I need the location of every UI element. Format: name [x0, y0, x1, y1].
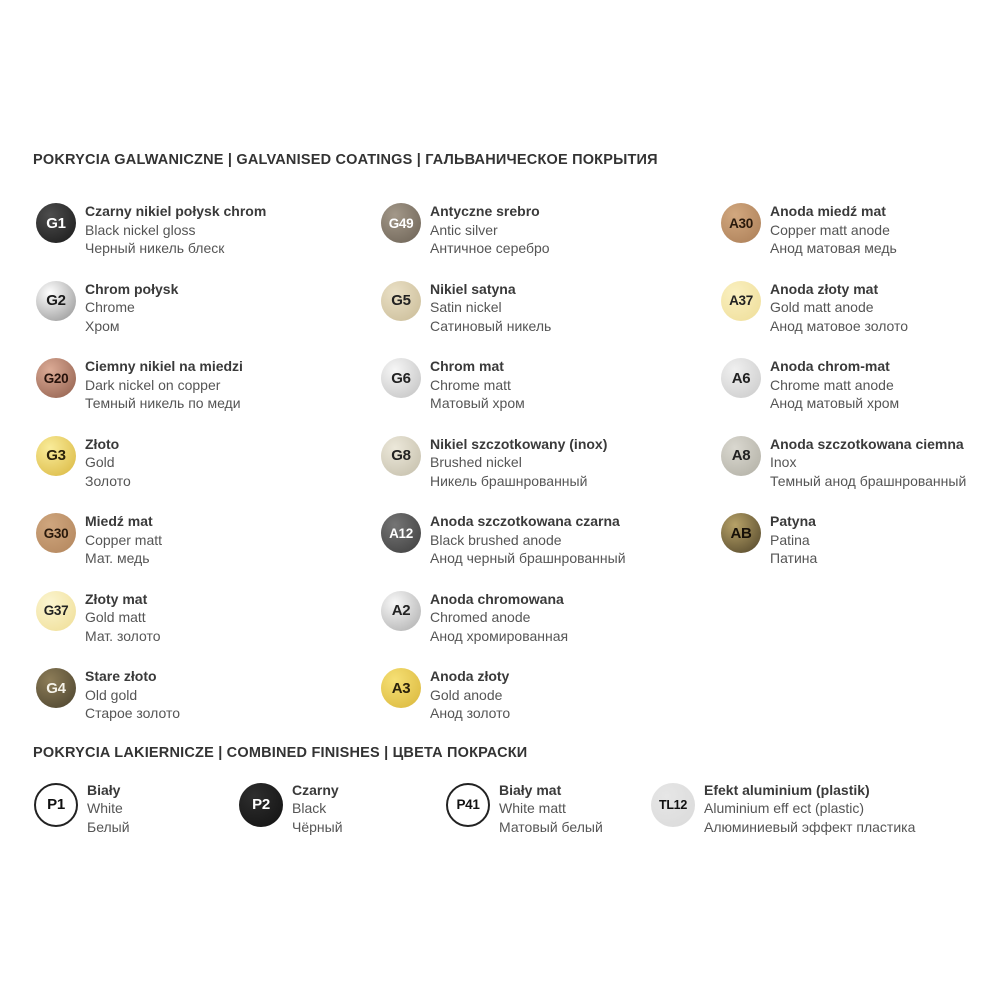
swatch-g8	[381, 436, 421, 476]
lacquered-column-3	[445, 781, 650, 837]
finish-item-ab	[718, 512, 983, 570]
swatch-g30	[36, 513, 76, 553]
finish-name-pl: Chrom mat	[430, 358, 504, 374]
finish-code: G3	[46, 447, 66, 464]
finish-name-ru: Анод матовая медь	[770, 240, 897, 257]
finish-labels	[770, 280, 908, 336]
swatch-p2	[239, 783, 283, 827]
finish-name-pl: Anoda miedź mat	[770, 203, 886, 219]
swatch-g3	[36, 436, 76, 476]
finish-name-pl: Nikiel szczotkowany (inox)	[430, 435, 608, 452]
finish-name-en: Inox	[770, 454, 797, 471]
finish-name-en: Chrome	[85, 299, 135, 316]
finish-item-g6	[378, 357, 718, 415]
finish-name-en: Black nickel gloss	[85, 221, 196, 238]
finish-item-g20	[33, 357, 378, 415]
swatch-a37	[721, 281, 761, 321]
finish-code: TL12	[659, 797, 687, 812]
finish-labels	[430, 512, 626, 568]
finish-code: A30	[729, 215, 753, 231]
finish-item-a6	[718, 357, 983, 415]
finish-name-ru: Темный никель по меди	[85, 395, 241, 412]
finish-code: G49	[388, 215, 414, 231]
finish-labels	[85, 512, 162, 568]
swatch-a3	[381, 668, 421, 708]
swatch-ab	[721, 513, 761, 553]
finish-code: G6	[391, 369, 411, 387]
swatch-g37	[36, 591, 76, 631]
finish-item-g37	[33, 590, 378, 648]
finish-name-en: Dark nickel on copper	[85, 376, 221, 393]
finish-name-en: Gold anode	[430, 686, 503, 703]
finish-name-pl: Biały mat	[499, 781, 562, 798]
finish-item-g1	[33, 202, 378, 260]
finish-labels	[430, 435, 607, 491]
finish-code: A8	[731, 447, 751, 464]
finish-name-en: Chrome matt anode	[770, 376, 894, 393]
finish-name-ru: Золото	[85, 472, 131, 489]
finish-labels	[704, 781, 915, 837]
finish-name-pl: Czarny	[292, 781, 339, 798]
finish-name-pl: Biały	[87, 781, 121, 798]
finish-name-ru: Хром	[85, 317, 120, 334]
finish-name-ru: Белый	[87, 818, 130, 835]
finish-name-en: Brushed nickel	[430, 454, 522, 471]
galvanised-column-3	[718, 202, 983, 590]
finish-item-g2	[33, 280, 378, 338]
finish-name-en: White matt	[499, 800, 566, 817]
finish-item-p2	[238, 781, 445, 837]
finish-name-ru: Мат. медь	[85, 550, 150, 567]
finish-code: A37	[729, 293, 753, 308]
finish-name-pl: Efekt aluminium (plastik)	[704, 781, 870, 798]
finish-name-pl: Chrom połysk	[85, 280, 179, 297]
swatch-a12	[381, 513, 421, 553]
finish-code: G20	[43, 370, 69, 386]
finish-name-en: Patina	[770, 531, 810, 548]
finish-name-ru: Черный никель блеск	[85, 240, 225, 257]
swatch-p41	[446, 783, 490, 827]
finish-name-en: Satin nickel	[430, 299, 502, 316]
finish-name-pl: Czarny nikiel połysk chrom	[85, 203, 267, 219]
swatch-a8	[721, 436, 761, 476]
finish-name-ru: Матовый хром	[430, 395, 525, 412]
swatch-g20	[36, 358, 76, 398]
finish-item-g30	[33, 512, 378, 570]
finish-name-ru: Никель брашнрованный	[430, 472, 588, 489]
finish-item-g3	[33, 435, 378, 493]
finish-labels	[292, 781, 343, 837]
finish-name-en: White	[87, 800, 123, 817]
finish-labels	[85, 667, 180, 723]
finish-name-en: Old gold	[85, 686, 138, 703]
finish-name-en: Black	[292, 800, 327, 817]
galvanised-grid	[33, 202, 983, 745]
finish-name-pl: Ciemny nikiel na miedzi	[85, 358, 243, 374]
swatch-g5	[381, 281, 421, 321]
finish-name-pl: Złoto	[85, 435, 120, 452]
finish-labels	[430, 357, 525, 413]
finish-name-en: Aluminium eff ect (plastic)	[704, 800, 865, 817]
finish-name-ru: Анод матовое золото	[770, 317, 909, 334]
finish-name-pl: Złoty mat	[85, 590, 148, 607]
finish-code: A6	[731, 369, 751, 387]
finish-name-ru: Анод хромированная	[430, 627, 569, 644]
finish-name-pl: Antyczne srebro	[430, 203, 540, 219]
finish-name-ru: Сатиновый никель	[430, 317, 552, 334]
finish-labels	[430, 202, 550, 258]
finish-labels	[85, 590, 161, 646]
finish-name-pl: Anoda chrom-mat	[770, 358, 890, 374]
finish-labels	[770, 357, 899, 413]
finish-name-en: Antic silver	[430, 221, 498, 238]
finish-code: P41	[456, 797, 480, 812]
finish-name-en: Chrome matt	[430, 376, 511, 393]
finish-name-pl: Miedź mat	[85, 513, 153, 529]
finish-name-en: Gold matt	[85, 609, 146, 626]
finishes-catalog-page	[33, 152, 983, 836]
finish-labels	[85, 202, 266, 258]
swatch-p1	[34, 783, 78, 827]
finish-labels	[770, 512, 817, 568]
finish-name-en: Gold matt anode	[770, 299, 874, 316]
finish-name-ru: Мат. золото	[85, 627, 161, 644]
finish-labels	[499, 781, 603, 837]
finish-name-en: Copper matt	[85, 531, 163, 548]
swatch-g6	[381, 358, 421, 398]
lacquered-section-header: POKRYCIA LAKIERNICZE | COMBINED FINISHES | ЦВЕТА ПОКРАСКИ	[33, 744, 528, 761]
lacquered-row	[33, 781, 983, 837]
finish-code: G5	[391, 292, 411, 309]
finish-labels	[430, 590, 568, 646]
finish-code: A2	[391, 602, 411, 619]
finish-name-ru: Анод матовый хром	[770, 395, 900, 412]
finish-name-en: Gold	[85, 454, 115, 471]
finish-item-a8	[718, 435, 983, 493]
finish-item-a12	[378, 512, 718, 570]
finish-code: P1	[47, 796, 65, 813]
finish-labels	[85, 357, 243, 413]
swatch-tl12	[651, 783, 695, 827]
finish-name-ru: Темный анод брашнрованный	[770, 472, 967, 489]
finish-labels	[430, 667, 510, 723]
finish-code: G37	[43, 603, 69, 618]
swatch-a2	[381, 591, 421, 631]
finish-labels	[770, 435, 966, 491]
finish-name-ru: Патина	[770, 550, 818, 567]
swatch-g1	[36, 203, 76, 243]
finish-name-ru: Алюминиевый эффект пластика	[704, 818, 916, 835]
lacquered-column-1	[33, 781, 238, 837]
finish-name-en: Black brushed anode	[430, 531, 562, 548]
swatch-a30	[721, 203, 761, 243]
swatch-g2	[36, 281, 76, 321]
finish-item-p41	[445, 781, 650, 837]
finish-name-pl: Stare złoto	[85, 668, 157, 684]
galvanised-section-header: POKRYCIA GALWANICZNE | GALVANISED COATINGS | ГАЛЬВАНИЧЕСКОЕ ПОКРЫТИЯ	[33, 152, 658, 168]
finish-code: P2	[252, 796, 270, 813]
swatch-g49	[381, 203, 421, 243]
finish-code: A3	[391, 679, 411, 697]
swatch-a6	[721, 358, 761, 398]
finish-name-pl: Nikiel satyna	[430, 280, 516, 297]
finish-labels	[87, 781, 130, 837]
finish-item-a30	[718, 202, 983, 260]
finish-item-g4	[33, 667, 378, 725]
finish-code: G4	[46, 679, 66, 697]
finish-code: G1	[46, 214, 66, 232]
finish-item-g5	[378, 280, 718, 338]
finish-item-g49	[378, 202, 718, 260]
finish-name-pl: Anoda złoty	[430, 668, 510, 684]
finish-labels	[85, 435, 131, 491]
finish-name-pl: Anoda szczotkowana czarna	[430, 513, 620, 529]
finish-name-ru: Анод черный брашнрованный	[430, 550, 626, 567]
finish-name-pl: Anoda szczotkowana ciemna	[770, 435, 964, 452]
finish-item-a3	[378, 667, 718, 725]
finish-name-ru: Чёрный	[292, 818, 343, 835]
finish-code: AB	[730, 524, 752, 542]
finish-name-ru: Старое золото	[85, 705, 180, 722]
lacquered-column-4	[650, 781, 983, 837]
finish-item-a37	[718, 280, 983, 338]
galvanised-column-1	[33, 202, 378, 745]
finish-code: A12	[389, 525, 413, 541]
finish-name-en: Copper matt anode	[770, 221, 890, 238]
finish-name-ru: Анод золото	[430, 705, 511, 722]
finish-code: G30	[43, 525, 69, 541]
swatch-g4	[36, 668, 76, 708]
finish-name-pl: Patyna	[770, 513, 816, 529]
finish-labels	[85, 280, 178, 336]
finish-name-pl: Anoda chromowana	[430, 590, 564, 607]
finish-item-tl12	[650, 781, 983, 837]
finish-code: G8	[391, 447, 411, 464]
finish-labels	[770, 202, 897, 258]
finish-name-pl: Anoda złoty mat	[770, 280, 879, 297]
finish-name-ru: Античное серебро	[430, 240, 550, 257]
lacquered-column-2	[238, 781, 445, 837]
finish-name-ru: Матовый белый	[499, 818, 603, 835]
finish-item-p1	[33, 781, 238, 837]
finish-item-a2	[378, 590, 718, 648]
finish-name-en: Chromed anode	[430, 609, 531, 626]
finish-item-g8	[378, 435, 718, 493]
finish-labels	[430, 280, 551, 336]
finish-code: G2	[46, 292, 66, 309]
galvanised-column-2	[378, 202, 718, 745]
